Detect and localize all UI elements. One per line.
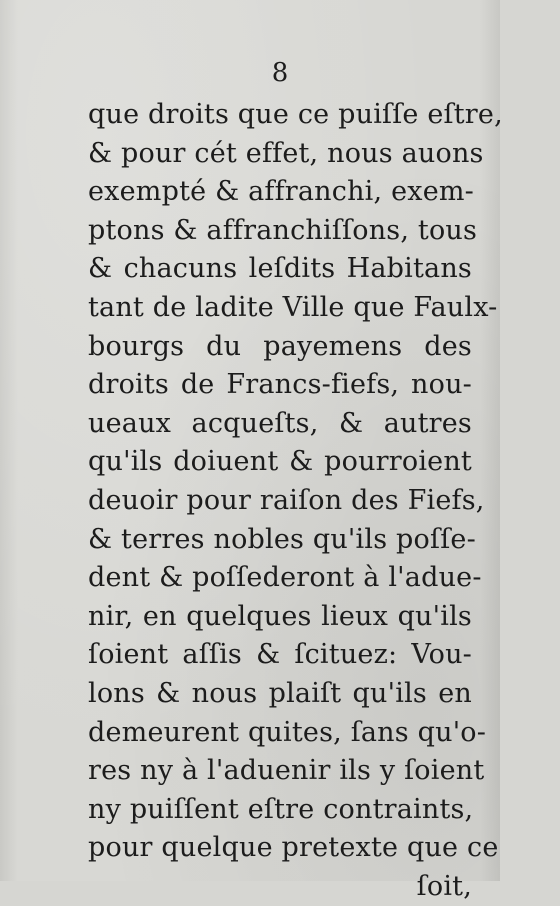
- text-line: exempté & affranchi, exem-: [88, 176, 474, 208]
- text-line: res ny à l'aduenir ils y ſoient: [88, 755, 485, 787]
- text-line: droits de Francs-fiefs, nou-: [88, 369, 472, 401]
- text-line: & pour cét effet, nous auons: [88, 137, 484, 169]
- text-line: que droits que ce puiſſe eſtre,: [88, 99, 503, 130]
- text-line: demeurent quites, ſans qu'o-: [88, 716, 487, 748]
- catchword: ſoit,: [416, 870, 472, 902]
- text-line: deuoir pour raiſon des Fiefs,: [88, 484, 485, 516]
- text-line: nir, en quelques lieux qu'ils: [88, 600, 472, 632]
- text-line: lons & nous plaiſt qu'ils en: [88, 677, 472, 709]
- text-line: ueaux acqueſts, & autres: [88, 407, 472, 439]
- text-line: & chacuns leſdits Habitans: [88, 253, 472, 285]
- text-line: qu'ils doiuent & pourroient: [88, 446, 472, 478]
- text-line: pour quelque pretexte que ce: [88, 832, 499, 864]
- text-line: ſoient aſſis & ſcituez: Vou-: [88, 639, 472, 671]
- page-number: 8: [271, 58, 289, 88]
- text-line: dent & poſſederont à l'adue-: [88, 562, 482, 594]
- body-text: [88, 96, 503, 906]
- text-line: bourgs du payemens des: [88, 330, 472, 362]
- text-line: ptons & affranchiſſons, tous: [88, 214, 478, 246]
- text-line: tant de ladite Ville que Faulx-: [88, 291, 498, 323]
- text-line: & terres nobles qu'ils poſſe-: [88, 523, 476, 555]
- text-line: ny puiſſent eſtre contraints,: [88, 793, 474, 825]
